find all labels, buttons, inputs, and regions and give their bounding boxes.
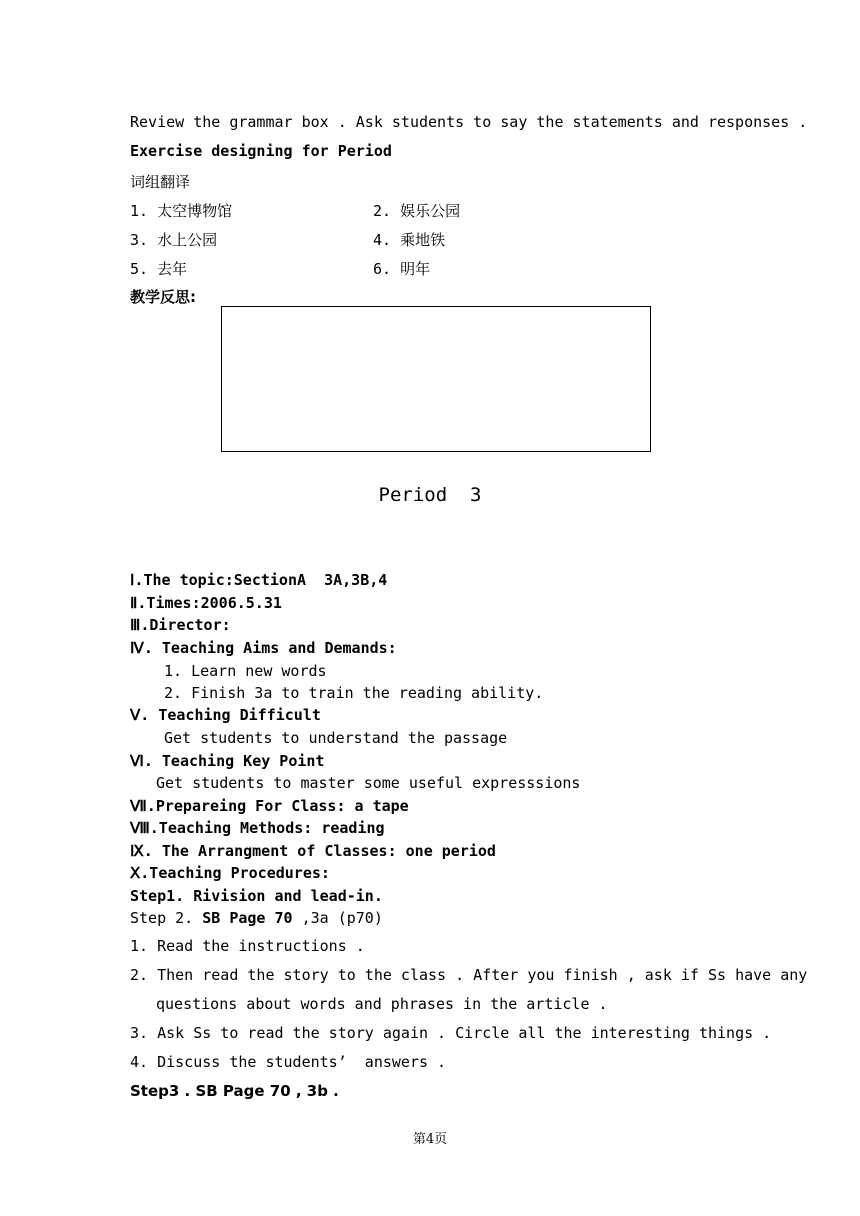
- exercise-heading: Exercise designing for Period: [130, 142, 392, 160]
- step3-heading: Step3 . SB Page 70 , 3b .: [130, 1082, 339, 1100]
- phrase-item: 6. 明年: [373, 260, 431, 278]
- step-item: 4. Discuss the students’ answers .: [130, 1053, 447, 1071]
- outline-aims-heading: Ⅳ. Teaching Aims and Demands:: [130, 639, 397, 657]
- step2-heading: Step 2. SB Page 70 ,3a (p70): [130, 909, 383, 927]
- outline-arrangement: Ⅸ. The Arrangment of Classes: one period: [130, 842, 496, 860]
- reflection-label: 教学反思:: [130, 288, 196, 306]
- outline-keypoint-heading: Ⅵ. Teaching Key Point: [130, 752, 325, 770]
- outline-aim-item: 1. Learn new words: [164, 662, 327, 680]
- phrase-item: 5. 去年: [130, 260, 188, 278]
- step-item: 2. Then read the story to the class . After you finish , ask if Ss have any: [130, 966, 808, 984]
- outline-times: Ⅱ.Times:2006.5.31: [130, 594, 282, 612]
- outline-aim-item: 2. Finish 3a to train the reading ability.: [164, 684, 544, 702]
- step-item: 1. Read the instructions .: [130, 937, 365, 955]
- outline-methods: Ⅷ.Teaching Methods: reading: [130, 819, 385, 837]
- step-item: 3. Ask Ss to read the story again . Circle all the interesting things .: [130, 1024, 772, 1042]
- reflection-box: [221, 306, 651, 452]
- outline-topic: Ⅰ.The topic:SectionA 3A,3B,4: [130, 571, 388, 589]
- phrase-translation-label: 词组翻译: [130, 173, 191, 191]
- phrase-item: 2. 娱乐公园: [373, 202, 461, 220]
- outline-difficult-heading: Ⅴ. Teaching Difficult: [130, 706, 321, 724]
- outline-difficult-text: Get students to understand the passage: [164, 729, 508, 747]
- outline-keypoint-text: Get students to master some useful expresssions: [156, 774, 581, 792]
- period-title: Period 3: [378, 484, 482, 506]
- step1-heading: Step1. Rivision and lead-in.: [130, 887, 383, 905]
- phrase-item: 4. 乘地铁: [373, 231, 446, 249]
- outline-preparing: Ⅶ.Prepareing For Class: a tape: [130, 797, 409, 815]
- step-item-continuation: questions about words and phrases in the article .: [156, 995, 608, 1013]
- review-text: Review the grammar box . Ask students to say the statements and responses .: [130, 113, 808, 131]
- outline-procedures: Ⅹ.Teaching Procedures:: [130, 864, 330, 882]
- outline-director: Ⅲ.Director:: [130, 616, 231, 634]
- page-number: 第4页: [412, 1132, 448, 1147]
- phrase-item: 1. 太空博物馆: [130, 202, 233, 220]
- phrase-item: 3. 水上公园: [130, 231, 218, 249]
